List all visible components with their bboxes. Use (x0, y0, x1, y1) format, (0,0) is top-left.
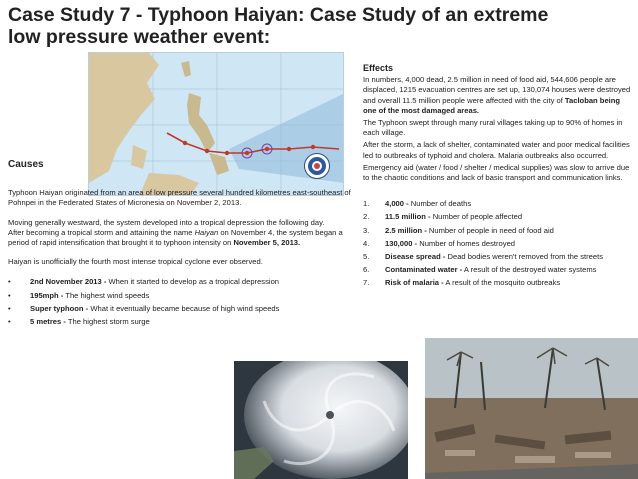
list-number: 3. (363, 225, 370, 235)
effect-description: A result of the mosquito outbreaks (443, 278, 561, 288)
effect-value: Disease spread - (385, 252, 446, 262)
fact-value: Super typhoon - (30, 303, 89, 313)
list-item (363, 278, 633, 288)
fact-value: 195mph - (30, 290, 64, 300)
list-item (363, 265, 633, 275)
bullet-icon: • (8, 290, 11, 300)
list-number: 7. (363, 278, 370, 288)
effect-value: 4,000 - (385, 199, 409, 209)
effect-value: Risk of malaria - (385, 278, 444, 288)
list-item (8, 304, 352, 314)
list-item (363, 226, 633, 236)
bullet-icon: • (8, 317, 11, 327)
effects-section (363, 63, 633, 292)
causes-paragraph-1: Typhoon Haiyan originated from an area of low pressure several hundred kilometres east-southeast of Pohnpei in the Federated States of Micronesia on November 2, 2013. (8, 188, 351, 208)
destruction-photo (425, 338, 638, 479)
effects-paragraph-2: The Typhoon swept through many rural villages taking up to 90% of homes in each village. (363, 118, 623, 138)
list-item (363, 252, 633, 262)
effect-description: Dead bodies weren't removed from the streets (445, 252, 603, 262)
fact-value: 2nd November 2013 - (30, 277, 107, 287)
title-line-1: Case Study 7 - Typhoon Haiyan: Case Study of an extreme (8, 4, 549, 26)
effect-description: A result of the destroyed water systems (462, 265, 597, 275)
fact-value: 5 metres - (30, 317, 66, 327)
satellite-typhoon-image (234, 361, 408, 479)
bullet-icon: • (8, 303, 11, 313)
fact-description: What it eventually became because of high wind speeds (88, 303, 280, 313)
effects-p1-text: In numbers, 4,000 dead, 2.5 million in need of food aid, 544,606 people are displaced, 1215 evacuation centres are set up, 130,074 houses were destroyed and overall 11.5 million people were affected with the city of (363, 75, 631, 105)
effect-description: Number of people affected (430, 212, 523, 222)
effects-paragraph-1 (363, 75, 633, 116)
tacloban-note: Tacloban being one of the most damaged areas. (363, 95, 621, 115)
title-line-2: low pressure weather event: (8, 26, 271, 48)
causes-paragraph-4: Haiyan is unofficially the fourth most intense tropical cyclone ever observed. (8, 257, 263, 267)
effect-description: Number of homes destroyed (417, 238, 516, 248)
causes-p3-text-b: on November 4, the system began a period of rapid intensification that brought it to typhoon intensity on (8, 227, 343, 248)
list-item (363, 212, 633, 222)
causes-heading: Causes (8, 159, 44, 170)
page-title (8, 4, 633, 48)
effects-paragraph-3: After the storm, a lack of shelter, contaminated water and poor medical facilities led to outbreaks of typhoid and cholera. Malaria outbreaks also occurred. (363, 140, 630, 160)
causes-paragraph-3 (8, 228, 352, 248)
effects-list (363, 199, 633, 288)
effect-value: 11.5 million - (385, 212, 431, 222)
effect-value: Contaminated water - (385, 265, 463, 275)
fact-description: The highest wind speeds (63, 290, 150, 300)
typhoon-intensity-date: November 5, 2013. (233, 238, 301, 248)
fact-description: The highest storm surge (65, 317, 150, 327)
list-item (8, 317, 352, 327)
fact-description: When it started to develop as a tropical depression (106, 277, 280, 287)
causes-p3-text-a: After becoming a tropical storm and attaining the name (8, 227, 195, 237)
list-number: 5. (363, 252, 370, 262)
list-item (8, 277, 352, 287)
list-item (8, 291, 352, 301)
effects-heading: Effects (363, 63, 394, 73)
list-number: 6. (363, 265, 370, 275)
effect-description: Number of deaths (408, 199, 472, 209)
bullet-icon: • (8, 277, 11, 287)
effects-paragraph-4: Emergency aid (water / food / shelter / medical supplies) was slow to arrive due to the chaotic conditions and lack of basic transport and communication links. (363, 162, 630, 183)
list-number: 2. (363, 212, 370, 222)
list-number: 1. (363, 199, 370, 209)
effect-value: 130,000 - (385, 238, 418, 248)
list-number: 4. (363, 238, 370, 248)
effect-description: Number of people in need of food aid (426, 225, 554, 235)
facts-list (8, 277, 352, 327)
storm-name: Haiyan (194, 227, 219, 237)
effect-value: 2.5 million - (385, 225, 427, 235)
list-item (363, 199, 633, 209)
causes-paragraph-2: Moving generally westward, the system developed into a tropical depression the following day. (8, 217, 325, 227)
list-item (363, 239, 633, 249)
causes-section (8, 160, 352, 330)
